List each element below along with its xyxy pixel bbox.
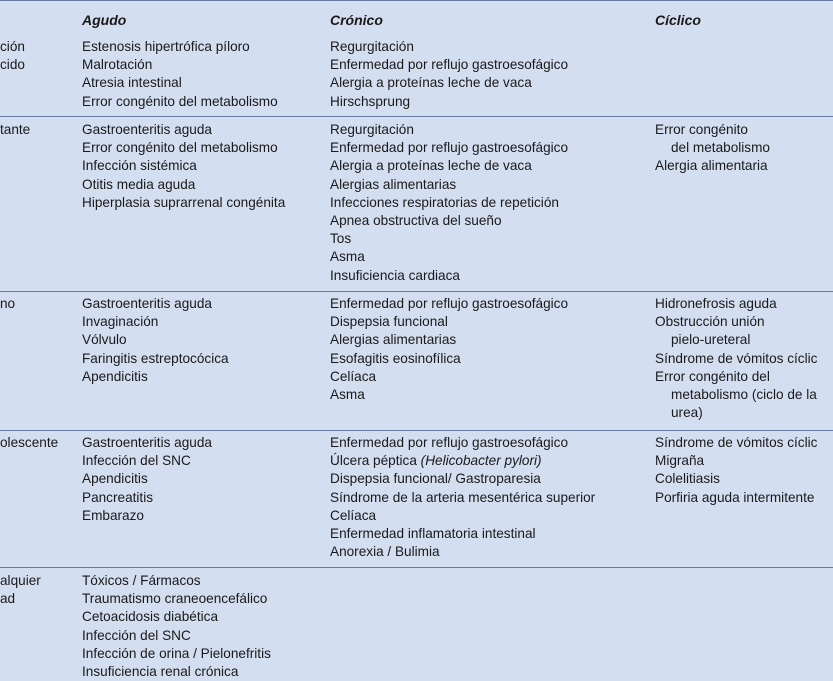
table-entry: Error congénito del metabolismo	[82, 140, 278, 156]
table-entry: urea)	[671, 405, 703, 421]
table-entry: alquier	[0, 573, 41, 588]
row-age-label	[0, 38, 25, 74]
table-entry: Error congénito del	[655, 368, 770, 384]
table-entry: Tóxicos / Fármacos	[82, 573, 201, 588]
row-age-label	[0, 295, 15, 313]
row-ciclico-cell	[655, 295, 817, 422]
table-entry: Gastroenteritis aguda	[82, 296, 212, 311]
table-entry: cido	[0, 57, 25, 73]
table-entry: tante	[0, 122, 31, 137]
row-age-label	[0, 572, 41, 608]
table-entry: Infección sistémica	[82, 158, 197, 174]
table-entry: ad	[0, 591, 16, 607]
table-entry: Migraña	[655, 453, 705, 469]
table-entry: no	[0, 296, 16, 311]
table-entry: Enfermedad por reflujo gastroesofágico	[330, 57, 569, 73]
table-entry: Úlcera péptica	[330, 453, 421, 469]
table-entry: Obstrucción unión	[655, 314, 765, 330]
table-entry: Infección del SNC	[82, 453, 191, 469]
table-entry: Atresia intestinal	[82, 75, 182, 91]
table-entry: Infecciones respiratorias de repetición	[330, 194, 559, 210]
table-entry: Enfermedad por reflujo gastroesofágico	[330, 435, 569, 450]
table-entry: Cetoacidosis diabética	[82, 609, 219, 625]
row-cronico-cell	[330, 434, 595, 561]
table-entry: Estenosis hipertrófica píloro	[82, 39, 250, 54]
table-entry: Regurgitación	[330, 122, 414, 137]
table-entry: Celíaca	[330, 507, 377, 523]
row-cronico-cell	[330, 121, 568, 285]
row-cronico-cell	[330, 295, 568, 404]
table-entry: olescente	[0, 435, 59, 450]
table-entry: ción	[0, 39, 25, 54]
table-entry: pielo-ureteral	[671, 332, 751, 348]
table-entry: Insuficiencia cardiaca	[330, 267, 460, 283]
table-entry: Hidronefrosis aguda	[655, 296, 777, 311]
row-ciclico-cell	[655, 121, 770, 176]
table-entry: Otitis media aguda	[82, 176, 196, 192]
row-age-label	[0, 121, 30, 139]
table-entry: Dispepsia funcional/ Gastroparesia	[330, 471, 541, 487]
row-agudo-cell	[82, 38, 278, 111]
table-entry: Infección del SNC	[82, 627, 191, 643]
row-agudo-cell	[82, 572, 271, 681]
table-entry: Apendicitis	[82, 471, 148, 487]
row-agudo-cell	[82, 295, 229, 386]
table-entry: Tos	[330, 231, 352, 247]
table-entry: Celíaca	[330, 368, 377, 384]
table-entry: Síndrome de vómitos cíclic	[655, 350, 818, 366]
table-entry: Gastroenteritis aguda	[82, 122, 212, 137]
table-entry: Apendicitis	[82, 368, 148, 384]
table-entry: metabolismo (ciclo de la	[671, 387, 817, 403]
table-entry: Asma	[330, 249, 365, 265]
table-entry: Síndrome de la arteria mesentérica superior	[330, 489, 596, 505]
row-divider	[0, 567, 833, 568]
row-divider	[0, 430, 833, 431]
table-entry: Colelitiasis	[655, 471, 720, 487]
table-entry: Gastroenteritis aguda	[82, 435, 212, 450]
row-divider	[0, 116, 833, 117]
header-agudo: Agudo	[82, 12, 127, 28]
table-entry: Apnea obstructiva del sueño	[330, 213, 502, 229]
table-entry: Porfiria aguda intermitente	[655, 489, 815, 505]
table-entry: Regurgitación	[330, 39, 414, 54]
table-entry: Anorexia / Bulimia	[330, 544, 440, 560]
table-entry: Faringitis estreptocócica	[82, 350, 229, 366]
table-entry: Invaginación	[82, 314, 159, 330]
table-entry: Enfermedad por reflujo gastroesofágico	[330, 296, 569, 311]
table-entry: Esofagitis eosinofílica	[330, 350, 461, 366]
table-entry: Síndrome de vómitos cíclic	[655, 435, 818, 450]
table-entry: Enfermedad inflamatoria intestinal	[330, 526, 536, 542]
table-entry: Embarazo	[82, 507, 144, 523]
row-ciclico-cell	[655, 434, 817, 507]
table-entry: Vólvulo	[82, 332, 127, 348]
table-entry: Insuficiencia renal crónica	[82, 664, 239, 680]
row-cronico-cell	[330, 38, 568, 111]
table-entry: del metabolismo	[671, 140, 770, 156]
table-entry: (Helicobacter pylori)	[420, 453, 542, 469]
header-ciclico: Cíclico	[655, 12, 701, 28]
table-top-rule	[0, 0, 833, 1]
table-entry: Hirschsprung	[330, 93, 411, 109]
row-divider	[0, 291, 833, 292]
table-entry: Traumatismo craneoencefálico	[82, 591, 268, 607]
table-entry: Hiperplasia suprarrenal congénita	[82, 194, 286, 210]
table-entry: Error congénito del metabolismo	[82, 93, 278, 109]
ulcera-peptica-line	[330, 452, 595, 470]
row-agudo-cell	[82, 434, 212, 525]
table-entry: Dispepsia funcional	[330, 314, 448, 330]
header-cronico: Crónico	[330, 12, 383, 28]
table-entry: Alergia a proteínas leche de vaca	[330, 158, 532, 174]
row-agudo-cell	[82, 121, 285, 212]
table-entry: Alergias alimentarias	[330, 332, 457, 348]
table-entry: Alergias alimentarias	[330, 176, 457, 192]
table-entry: Infección de orina / Pielonefritis	[82, 645, 271, 661]
table-entry: Alergia alimentaria	[655, 158, 768, 174]
table-entry: Alergia a proteínas leche de vaca	[330, 75, 532, 91]
table-entry: Pancreatitis	[82, 489, 154, 505]
table-entry: Error congénito	[655, 122, 748, 137]
row-age-label	[0, 434, 58, 452]
table-entry: Malrotación	[82, 57, 153, 73]
table-entry: Enfermedad por reflujo gastroesofágico	[330, 140, 569, 156]
table-entry: Asma	[330, 387, 365, 403]
